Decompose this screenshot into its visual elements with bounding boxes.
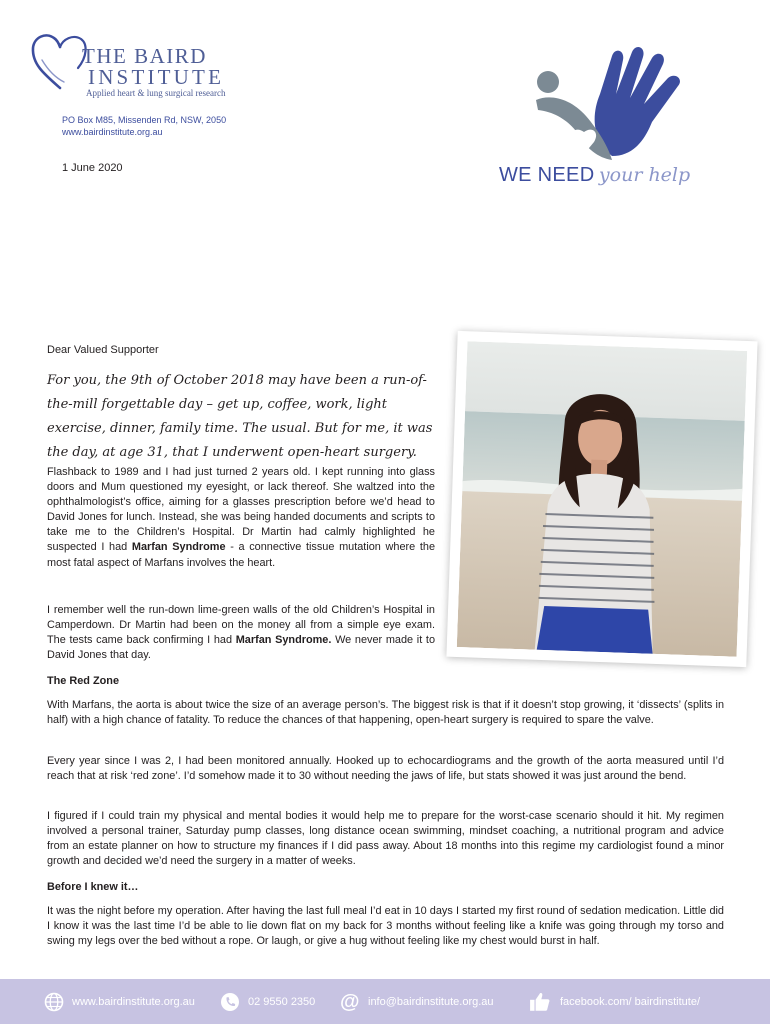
paragraph-aorta: With Marfans, the aorta is about twice the size of an average person’s. The biggest risk is that if it doesn’t stop growing, it ‘dissects’ (splits in half) with a high chance of fatality. To reduce the chances of that happening, open-heart surgery is required to spare the valve.	[47, 699, 724, 727]
postal-address: PO Box M85, Missenden Rd, NSW, 2050	[62, 115, 227, 125]
org-name-line1: THE BAIRD	[82, 44, 207, 68]
paragraph-monitoring: Every year since I was 2, I had been monitored annually. Hooked up to echocardiograms and the growth of the aorta measured until I’d reach that at risk ‘red zone’. I’d somehow made it to 30 without needing the jaws of life, but stats showed it was just around the bend.	[47, 755, 724, 783]
baird-institute-logo	[30, 30, 250, 100]
heart-logo-icon	[30, 30, 90, 92]
heading-red-zone: The Red Zone	[47, 675, 120, 687]
intro-paragraph: For you, the 9th of October 2018 may have been a run-of-the-mill forgettable day – get up, coffee, work, light exercise, dinner, family time. The usual. But for me, it was the day, at age 31, that I underwent open-heart surgery.	[47, 373, 433, 460]
paragraph-flashback: Flashback to 1989 and I had just turned 2 years old. I kept running into glass doors and Mum questioned my eyesight, or lack thereof. She waltzed into the ophthalmologist’s office, aiming for a glasses prescription before we’d head to David Jones for lunch. Instead, she was being handed documents and scripts to take me to the Children’s Hospital. Dr Martin had calmly highlighted he suspected I had Marfan Syndrome - a connective tissue mutation where the most fatal aspect of Marfans involves the heart.	[47, 466, 436, 569]
portrait-photo	[457, 341, 748, 657]
photo-polaroid	[446, 331, 757, 667]
letter-date: 1 June 2020	[62, 162, 123, 174]
at-sign-icon: @	[340, 990, 360, 1013]
paragraph-training: I figured if I could train my physical and mental bodies it would help me to prepare for the worst-case scenario should it hit. My regimen involved a personal trainer, Saturday pump classes, long distance ocean swimming, mindset coaching, a nutritional program and advice from an estate planner on how to structure my finances if I did pass away. About 18 months into this regime my cardiologist found a minor growth and decided we’d need the surgery in a matter of weeks.	[47, 810, 724, 868]
helping-hands-icon	[528, 38, 708, 173]
footer-bar	[0, 979, 770, 1024]
appeal-script-text: your help	[598, 164, 691, 186]
footer-facebook-text: facebook.com/ bairdinstitute/	[560, 995, 701, 1008]
paragraph-camperdown: I remember well the run-down lime-green walls of the old Children’s Hospital in Camperdown. Dr Martin had been on the money all from a simple eye exam. The tests came back confirming I had Marfan Syndrome. We never made it to David Jones that day.	[47, 604, 436, 662]
website-link[interactable]: www.bairdinstitute.org.au	[62, 127, 163, 137]
appeal-main-text: WE NEED	[499, 164, 595, 186]
footer-web-text: www.bairdinstitute.org.au	[72, 995, 195, 1008]
footer-facebook[interactable]	[528, 979, 700, 1024]
footer-phone[interactable]	[220, 979, 315, 1024]
footer-email[interactable]	[340, 979, 494, 1024]
salutation: Dear Valued Supporter	[47, 344, 159, 356]
paragraph-operation-night: It was the night before my operation. After having the last full meal I’d eat in 10 days I started my first round of sedation medication. Little did I know it was the last time I’d be able to lie down flat on my back for 3 months without feeling like a knife was going through my torso and swing my legs over the bed without a rope. Or laugh, or give a hug without feeling like my chest would burst in half.	[47, 905, 724, 948]
footer-email-text: info@bairdinstitute.org.au	[368, 995, 494, 1008]
appeal-headline	[499, 164, 690, 187]
org-name-line2: INSTITUTE	[88, 65, 225, 89]
org-tagline: Applied heart & lung surgical research	[86, 88, 226, 98]
heading-before-i-knew: Before I knew it…	[47, 881, 139, 893]
phone-icon	[220, 992, 240, 1012]
hands-heart-graphic	[528, 38, 708, 173]
globe-icon	[44, 992, 64, 1012]
footer-phone-text: 02 9550 2350	[248, 995, 316, 1008]
thumbs-up-icon	[528, 991, 552, 1013]
footer-web[interactable]	[44, 979, 195, 1024]
